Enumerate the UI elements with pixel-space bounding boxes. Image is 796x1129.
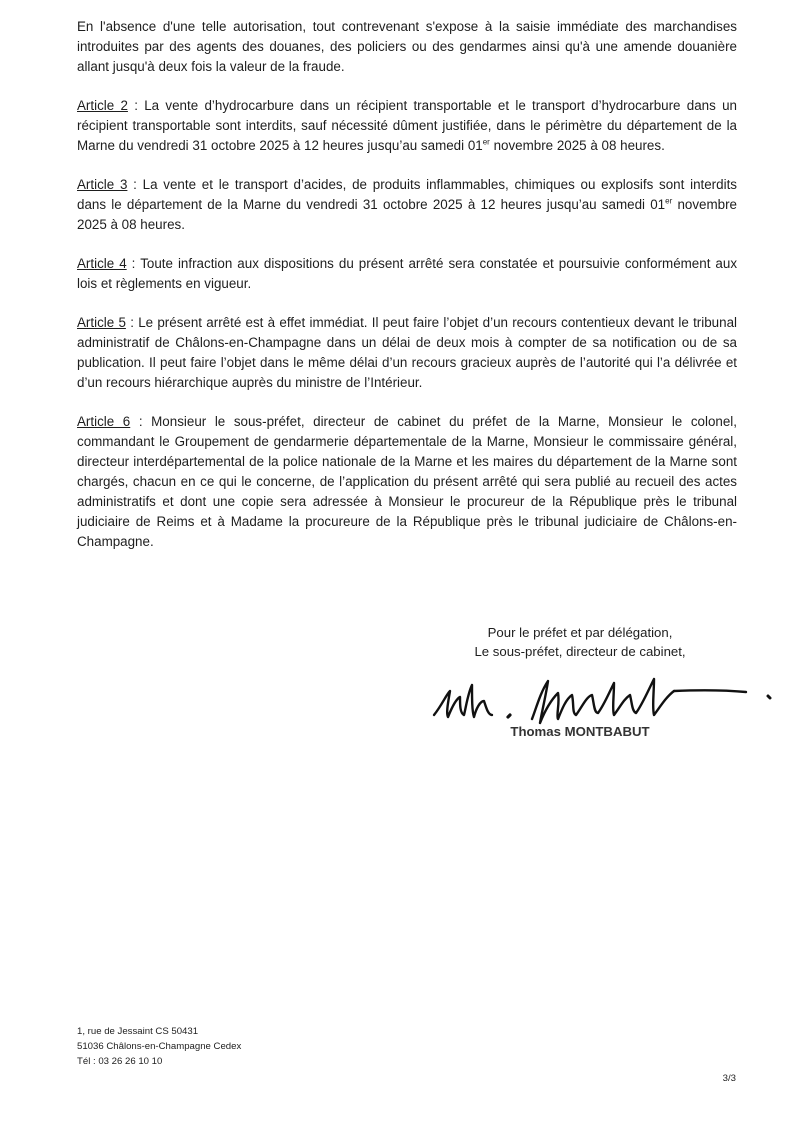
article-6-separator: :	[130, 414, 152, 429]
article-4-separator: :	[126, 256, 141, 271]
article-5-separator: :	[125, 315, 139, 330]
article-2-text: La vente d’hydrocarbure dans un récipient transportable et le transport d’hydrocarbure dans un récipient transportable sont interdits, sauf nécessité dûment justifiée, dans le périmètre du département de la Marne du vendredi 31 octobre 2025 à 12 heures jusqu’au samedi 01	[77, 98, 737, 153]
article-5-text: Le présent arrêté est à effet immédiat. Il peut faire l’objet d’un recours contentieux devant le tribunal administratif de Châlons-en-Champagne dans un délai de deux mois à compter de sa notification ou de sa publication. Il peut faire l’objet dans le même délai d’un recours gracieux auprès de l’autorité qui l’a délivrée et d’un recours hiérarchique auprès du ministre de l’Intérieur.	[77, 315, 737, 390]
article-3-superscript: er	[665, 196, 673, 206]
signature-block	[430, 624, 730, 661]
article-6-label: Article 6	[77, 414, 131, 429]
signer-name: Thomas MONTBABUT	[510, 724, 650, 739]
article-3-label: Article 3	[77, 177, 128, 192]
page-number: 3/3	[722, 1073, 736, 1084]
document-body	[77, 17, 737, 571]
footer-phone: Tél : 03 26 26 10 10	[77, 1056, 163, 1067]
article-2-text-end: novembre 2025 à 08 heures.	[489, 138, 665, 153]
article-6-text: Monsieur le sous-préfet, directeur de cabinet du préfet de la Marne, Monsieur le colonel, commandant le Groupement de gendarmerie départementale de la Marne, Monsieur le commissaire général, directeur interdépartemental de la police nationale de la Marne et les maires du département de la Marne sont chargés, chacun en ce qui le concerne, de l’application du présent arrêté qui sera publié au recueil des actes administratifs et dont une copie sera adressée à Monsieur le procureur de la République près le tribunal judiciaire de Reims et à Madame la procureure de la République près le tribunal judiciaire de Châlons-en-Champagne.	[77, 414, 737, 549]
article-6	[77, 412, 737, 552]
footer-street: 1, rue de Jessaint CS 50431	[77, 1026, 199, 1037]
article-5-label: Article 5	[77, 315, 126, 330]
article-2-superscript: er	[482, 137, 490, 147]
article-4-text: Toute infraction aux dispositions du présent arrêté sera constatée et poursuivie conformément aux lois et règlements en vigueur.	[77, 256, 738, 291]
article-2-separator: :	[127, 98, 145, 113]
article-4-label: Article 4	[77, 256, 127, 271]
article-3	[77, 175, 737, 235]
footer-address	[77, 1024, 241, 1069]
signature-title-line: Le sous-préfet, directeur de cabinet,	[474, 643, 686, 659]
intro-paragraph: En l'absence d'une telle autorisation, tout contrevenant s'expose à la saisie immédiate des marchandises introduites par des agents des douanes, des policiers ou des gendarmes ainsi qu'à une amende douanière allant jusqu'à deux fois la valeur de la fraude.	[77, 19, 737, 74]
article-4	[77, 254, 737, 294]
article-5	[77, 313, 737, 393]
article-3-text: La vente et le transport d’acides, de produits inflammables, chimiques ou explosifs sont interdits dans le département de la Marne du vendredi 31 octobre 2025 à 12 heures jusqu’au samedi 01	[77, 177, 737, 212]
article-3-separator: :	[127, 177, 143, 192]
article-2	[77, 96, 737, 156]
footer-city: 51036 Châlons-en-Champagne Cedex	[77, 1041, 242, 1052]
signature-delegation-line: Pour le préfet et par délégation,	[487, 625, 673, 640]
article-3-text-end: novembre 2025 à 08 heures.	[77, 197, 738, 232]
article-2-label: Article 2	[77, 98, 128, 113]
